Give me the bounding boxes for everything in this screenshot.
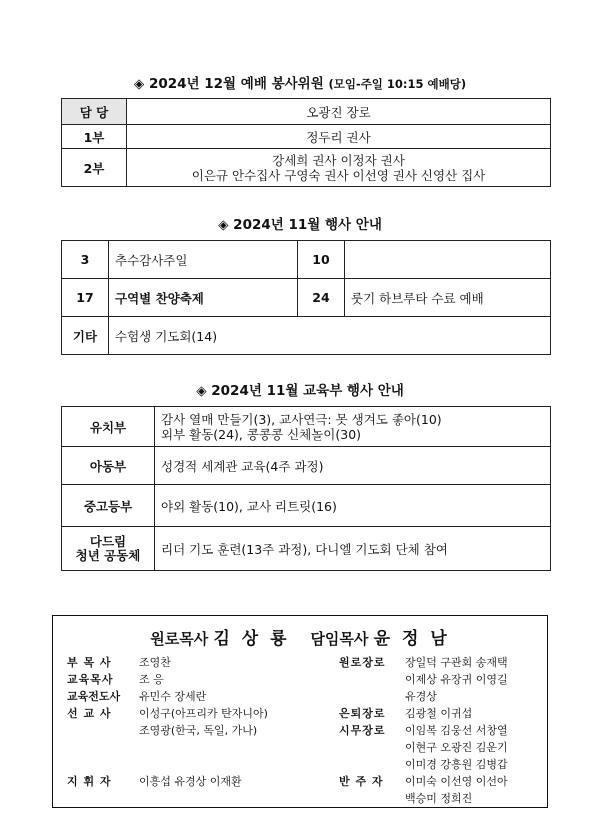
staff-label: 원로장로 bbox=[339, 656, 386, 669]
staff-names: 이임복 김웅선 서창열 bbox=[405, 724, 508, 737]
staff-line bbox=[67, 773, 242, 789]
dept-cell bbox=[62, 527, 155, 571]
events-table bbox=[61, 240, 551, 355]
event-cell: 리더 기도 훈련(13주 과정), 다니엘 기도회 단체 참여 bbox=[155, 527, 551, 571]
events-title: ◈ 2024년 11월 행사 안내 bbox=[218, 217, 382, 233]
value-cell: 정두리 권사 bbox=[127, 125, 551, 149]
staff-heading bbox=[53, 624, 547, 649]
staff-label: 선 교 사 bbox=[67, 707, 112, 720]
table-row bbox=[62, 99, 551, 125]
education-table bbox=[61, 406, 551, 571]
staff-names: 이미숙 이선영 이선아 bbox=[405, 775, 508, 788]
staff-names: 유민수 장세란 bbox=[139, 690, 207, 703]
table-row bbox=[62, 407, 551, 447]
label-cell: 1부 bbox=[62, 125, 127, 149]
table-row bbox=[62, 447, 551, 485]
staff-line bbox=[67, 705, 268, 721]
event-cell: 야외 활동(10), 교사 리트릿(16) bbox=[155, 485, 551, 527]
staff-names: 이흥섭 유경상 이재환 bbox=[139, 775, 242, 788]
volunteers-table bbox=[61, 98, 551, 187]
section-title-text: ◈ 2024년 12월 예배 봉사위원 bbox=[133, 76, 324, 92]
staff-box bbox=[52, 615, 548, 808]
staff-names: 조 응 bbox=[139, 673, 164, 686]
senior-pastor-name: 윤 정 남 bbox=[373, 629, 450, 649]
value-cell bbox=[127, 149, 551, 187]
value-line: 이은규 안수집사 구영숙 권사 이선영 권사 신영산 집사 bbox=[191, 167, 486, 183]
staff-line bbox=[339, 739, 508, 755]
event-cell: 추수감사주일 bbox=[109, 241, 298, 279]
date-cell: 17 bbox=[62, 279, 109, 317]
event-cell bbox=[155, 407, 551, 447]
staff-line bbox=[339, 756, 508, 772]
etc-label: 기타 bbox=[62, 317, 109, 355]
staff-label: 은퇴장로 bbox=[339, 707, 386, 720]
staff-line bbox=[67, 654, 171, 670]
staff-names: 이성구(아프리카 탄자니아) bbox=[139, 707, 268, 720]
staff-names: 장일덕 구관회 송재택 bbox=[405, 656, 508, 669]
staff-label: 시무장로 bbox=[339, 724, 386, 737]
section-subtitle: (모임-주일 10:15 예배당) bbox=[328, 77, 467, 91]
date-cell: 10 bbox=[298, 241, 345, 279]
event-cell: 구역별 찬양축제 bbox=[109, 279, 298, 317]
event-cell: 룻기 하브루타 수료 예배 bbox=[345, 279, 551, 317]
table-row bbox=[62, 149, 551, 187]
value-line: 강세희 권사 이정자 권사 bbox=[272, 152, 405, 168]
event-line: 외부 활동(24), 콩콩콩 신체놀이(30) bbox=[161, 426, 362, 442]
etc-value: 수험생 기도회(14) bbox=[109, 317, 551, 355]
staff-label: 부 목 사 bbox=[67, 656, 112, 669]
worship-volunteers-title bbox=[0, 72, 600, 92]
label-cell: 2부 bbox=[62, 149, 127, 187]
staff-names: 이미경 강흥원 김병갑 bbox=[405, 758, 508, 771]
staff-line bbox=[339, 705, 472, 721]
staff-label: 지 휘 자 bbox=[67, 775, 112, 788]
staff-names: 이제상 유장귀 이영길 bbox=[405, 673, 508, 686]
event-cell bbox=[345, 241, 551, 279]
senior-pastor-label: 담임목사 bbox=[310, 630, 369, 648]
staff-names: 김광철 이귀섭 bbox=[405, 707, 473, 720]
staff-line bbox=[339, 790, 472, 806]
table-row bbox=[62, 279, 551, 317]
dept-line: 청년 공동체 bbox=[75, 547, 141, 563]
dept-line: 다드림 bbox=[89, 533, 127, 549]
staff-names: 조영광(한국, 독일, 가나) bbox=[139, 724, 258, 737]
dept-cell: 아동부 bbox=[62, 447, 155, 485]
staff-line bbox=[67, 688, 206, 704]
table-row bbox=[62, 317, 551, 355]
staff-names: 조영찬 bbox=[139, 656, 171, 669]
staff-line bbox=[339, 654, 508, 670]
event-line: 감사 열매 만들기(3), 교사연극: 못 생겨도 좋아(10) bbox=[161, 411, 442, 427]
date-cell: 3 bbox=[62, 241, 109, 279]
staff-line bbox=[67, 722, 257, 738]
label-cell: 담 당 bbox=[62, 99, 127, 125]
staff-label: 교육목사 bbox=[67, 673, 114, 686]
table-row bbox=[62, 241, 551, 279]
value-cell: 오광진 장로 bbox=[127, 99, 551, 125]
staff-label: 교육전도사 bbox=[67, 690, 121, 703]
table-row bbox=[62, 485, 551, 527]
education-events-title: ◈ 2024년 11월 교육부 행사 안내 bbox=[196, 383, 404, 399]
staff-label: 반 주 자 bbox=[339, 775, 384, 788]
table-row bbox=[62, 125, 551, 149]
staff-line bbox=[339, 722, 508, 738]
date-cell: 24 bbox=[298, 279, 345, 317]
staff-line bbox=[339, 688, 437, 704]
dept-cell: 유치부 bbox=[62, 407, 155, 447]
staff-line bbox=[339, 773, 508, 789]
senior-pastor-emeritus-name: 김 상 룡 bbox=[213, 629, 290, 649]
dept-cell: 중고등부 bbox=[62, 485, 155, 527]
staff-names: 이현구 오광진 김운기 bbox=[405, 741, 508, 754]
staff-names: 백승미 정희진 bbox=[405, 792, 473, 805]
staff-names: 유경상 bbox=[405, 690, 437, 703]
staff-line bbox=[339, 671, 508, 687]
senior-pastor-emeritus-label: 원로목사 bbox=[150, 630, 209, 648]
table-row bbox=[62, 527, 551, 571]
staff-line bbox=[67, 671, 164, 687]
event-cell: 성경적 세계관 교육(4주 과정) bbox=[155, 447, 551, 485]
